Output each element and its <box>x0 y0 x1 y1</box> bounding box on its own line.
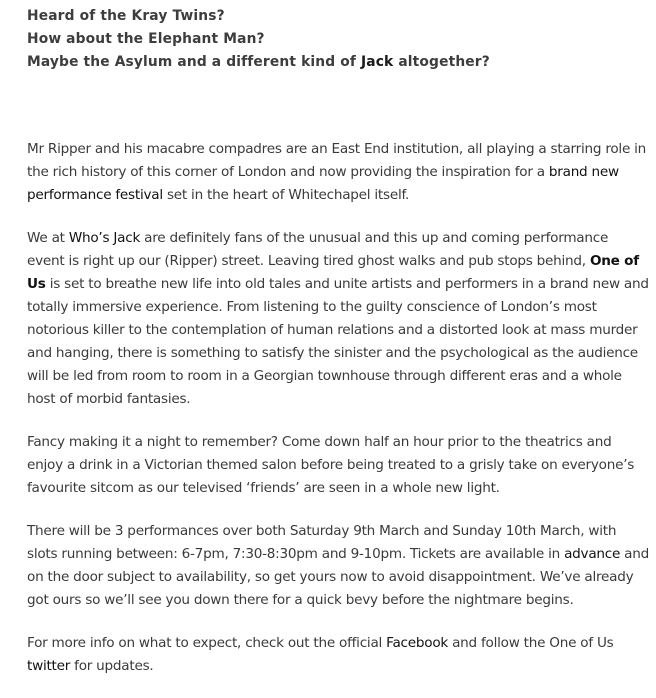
performance-festival-link[interactable]: brand new performance festival <box>27 164 619 203</box>
paragraph-institution <box>27 138 649 207</box>
p2-text-3: is set to breathe new life into old tales and unite artists and performers in a brand new and totally immersive experience. From listening to the guilty conscience of London’s most notorious killer to the contemplation of human relations and a distorted look at mass murder and hanging, there is something to satisfy the sinister and the psychological as the audience will be led from room to room in a Georgian townhouse through different eras and a whole host of morbid fantasies. <box>27 276 649 407</box>
advance-tickets-link[interactable]: advance <box>564 546 621 562</box>
paragraph-night-to-remember: Fancy making it a night to remember? Come down half an hour prior to the theatrics and enjoy a drink in a Victorian themed salon before being treated to a grisly take on everyone’s favourite sitcom as our televised ‘friends’ are seen in a whole new light. <box>27 434 635 496</box>
intro-line3-text-before: Maybe the Asylum and a different kind of <box>27 54 361 70</box>
twitter-link[interactable]: twitter <box>27 658 71 674</box>
intro-line3-text-after: altogether? <box>393 54 490 70</box>
whos-jack-link[interactable]: Who’s Jack <box>68 230 141 246</box>
paragraph-performances <box>27 520 649 612</box>
paragraph-more-info <box>27 632 649 678</box>
intro-line-kray-twins: Heard of the Kray Twins? <box>27 8 225 24</box>
p2-text-2: are definitely fans of the unusual and this up and coming performance event is right up our (Ripper) street. Leaving tired ghost walks and pub stops behind, <box>27 230 609 269</box>
intro-line-elephant-man: How about the Elephant Man? <box>27 31 265 47</box>
p5-text-1: For more info on what to expect, check out the official <box>27 635 387 651</box>
p2-text-1: We at <box>27 230 69 246</box>
p5-text-2: and follow the One of Us <box>448 635 614 651</box>
paragraph-whos-jack <box>27 227 649 411</box>
jack-link[interactable]: Jack <box>360 54 394 70</box>
one-of-us-link[interactable]: One of Us <box>27 253 639 292</box>
p4-text-2: and on the door subject to availability, so get yours now to avoid disappointment. We’ve already got ours so we’ll see you down there for a quick bevy before the nightmare begins. <box>27 546 650 608</box>
p4-text-1: There will be 3 performances over both Saturday 9th March and Sunday 10th March, with slots running between: 6-7pm, 7:30-8:30pm and 9-10pm. Tickets are available in <box>27 523 617 562</box>
p5-text-3: for updates. <box>70 658 154 674</box>
article-body <box>27 5 649 698</box>
intro-line-asylum <box>27 51 649 74</box>
p1-text-after: set in the heart of Whitechapel itself. <box>162 187 410 203</box>
intro-questions <box>27 5 649 74</box>
facebook-link[interactable]: Facebook <box>386 635 449 651</box>
p1-text-before: Mr Ripper and his macabre compadres are an East End institution, all playing a starring role in the rich history of this corner of London and now providing the inspiration for a <box>27 141 647 180</box>
